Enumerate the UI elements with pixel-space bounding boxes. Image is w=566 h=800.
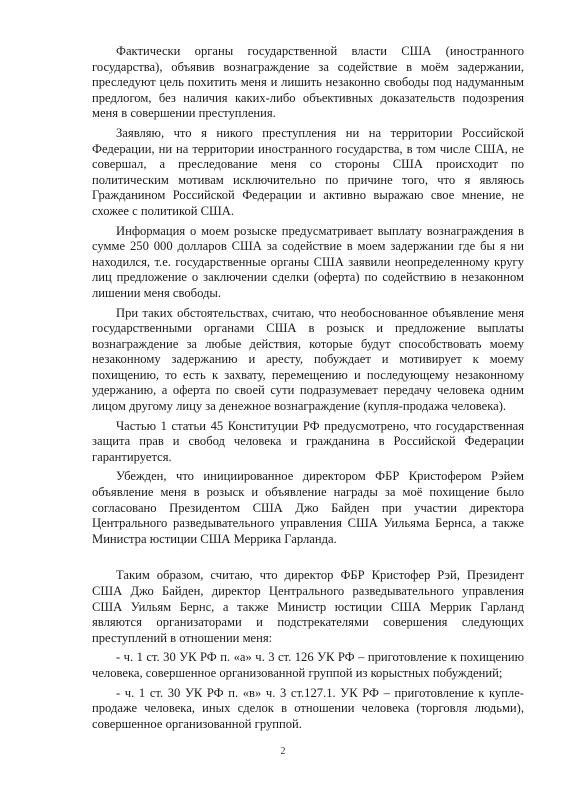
charge-item-kidnapping: - ч. 1 ст. 30 УК РФ п. «а» ч. 3 ст. 126 УК РФ – приготовление к похищению человека, совершенное организованной группой из корыстных побуждений; [92, 650, 524, 680]
page-number: 2 [280, 746, 286, 757]
paragraph-conclusion: Таким образом, считаю, что директор ФБР Кристофер Рэй, Президент США Джо Байден, директор Центрального разведывательного управления США Уильям Бернс, а также Министр юстиции США Меррик Гарланд являются организаторами и подстрекателями совершения следующих преступлений в отношении меня: [92, 568, 524, 645]
document-body [92, 44, 524, 736]
paragraph-conviction: Убежден, что инициированное директором ФБР Кристофером Рэйем объявление меня в розыск и объявление награды за моё похищение было согласовано Президентом США Джо Байден при участии директора Центрального разведывательного управления США Уильяма Бернса, а также Министра юстиции США Меррика Гарланда. [92, 469, 524, 546]
charge-item-trafficking: - ч. 1 ст. 30 УК РФ п. «в» ч. 3 ст.127.1. УК РФ – приготовление к купле-продаже человека, иных сделок в отношении человека (торговля людьми), совершенное организованной группой. [92, 685, 524, 731]
paragraph-us-authorities: Фактически органы государственной власти США (иностранного государства), объявив вознаграждение за содействие в моём задержании, преследуют цель похитить меня и лишить незаконно свободы под надуманным предлогом, без наличия каких-либо объективных доказательств подозрения меня в совершении преступления. [92, 44, 524, 121]
paragraph-gap [92, 551, 524, 568]
paragraph-reward-information: Информация о моем розыске предусматривает выплату вознаграждения в сумме 250 000 долларов США за содействие в моем задержании где бы я ни находился, т.е. государственные органы США заявили неопределенному кругу лиц предложение о заключении сделки (оферта) по содействию в незаконном лишении меня свободы. [92, 223, 524, 300]
paragraph-circumstances: При таких обстоятельствах, считаю, что необоснованное объявление меня государственными органами США в розыск и предложение выплаты вознаграждение за любые действия, которые будут способствовать моему незаконному задержанию и аресту, побуждает и мотивирует к моему похищению, то есть к захвату, перемещению и последующему незаконному удержанию, а оферта по своей сути подразумевает передачу человека одним лицом другому лицу за денежное вознаграждение (купля-продажа человека). [92, 305, 524, 414]
paragraph-statement-innocence: Заявляю, что я никого преступления ни на территории Российской Федерации, ни на территории иностранного государства, в том числе США, не совершал, а преследование меня со стороны США происходит по политическим мотивам исключительно по причине того, что я являюсь Гражданином Российской Федерации и активно выражаю свое мнение, не схожее с политикой США. [92, 125, 524, 218]
paragraph-constitution: Частью 1 статьи 45 Конституции РФ предусмотрено, что государственная защита прав и свобод человека и гражданина в Российской Федерации гарантируется. [92, 418, 524, 464]
